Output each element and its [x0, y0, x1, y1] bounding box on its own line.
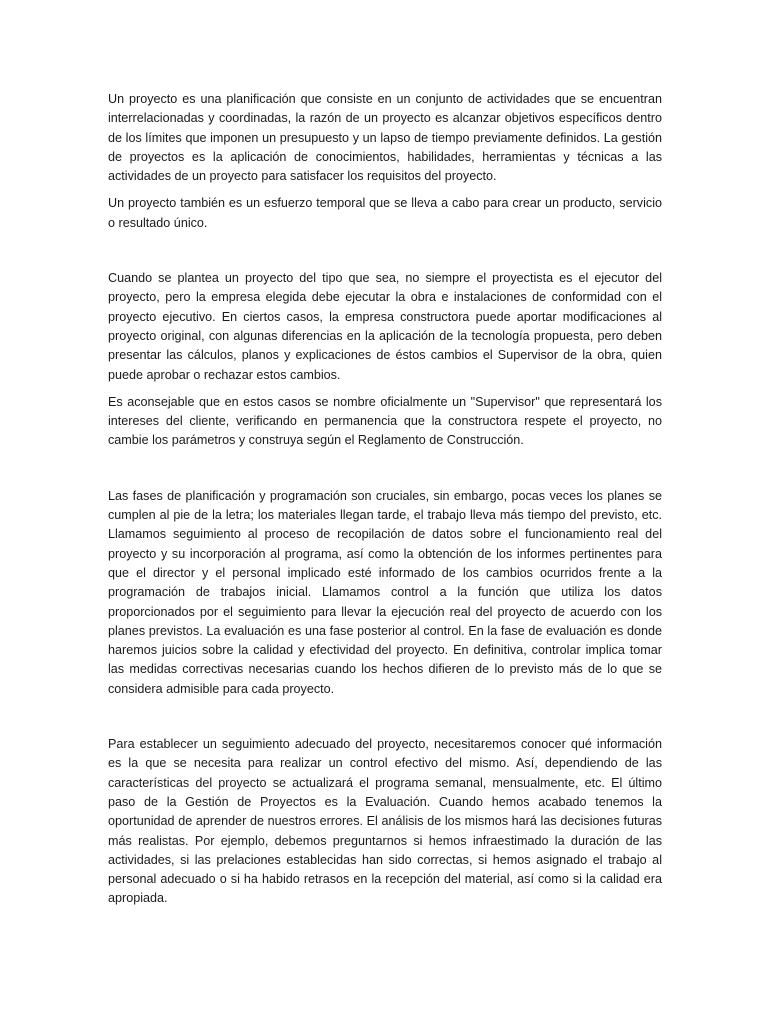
paragraph-4: Es aconsejable que en estos casos se nombre oficialmente un "Supervisor" que representará los intereses del cliente, verificando en permanencia que la constructora respete el proyecto, no cambie los parámetros y construya según el Reglamento de Construcción. — [108, 394, 662, 448]
paragraph-1: Un proyecto es una planificación que consiste en un conjunto de actividades que se encuentran interrelacionadas y coordinadas, la razón de un proyecto es alcanzar objetivos específicos dentro de los límites que imponen un presupuesto y un lapso de tiempo previamente definidos. La gestión de proyectos es la aplicación de conocimientos, habilidades, herramientas y técnicas a las actividades de un proyecto para satisfacer los requisitos del proyecto. — [108, 92, 662, 184]
paragraph-2: Un proyecto también es un esfuerzo temporal que se lleva a cabo para crear un producto, servicio o resultado único. — [108, 196, 662, 230]
paragraph-3: Cuando se plantea un proyecto del tipo que sea, no siempre el proyectista es el ejecutor del proyecto, pero la empresa elegida debe ejecutar la obra e instalaciones de conformidad con el proyecto ejecutivo. En ciertos casos, la empresa constructora puede aportar modificaciones al proyecto original, con algunas diferencias en la aplicación de la tecnología propuesta, pero deben presentar las cálculos, planos y explicaciones de éstos cambios el Supervisor de la obra, quien puede aprobar o rechazar estos cambios. — [108, 271, 662, 382]
paragraph-6: Para establecer un seguimiento adecuado del proyecto, necesitaremos conocer qué información es la que se necesita para realizar un control efectivo del mismo. Así, dependiendo de las características del proyecto se actualizará el programa semanal, mensualmente, etc. El último paso de la Gestión de Proyectos es la Evaluación. Cuando hemos acabado tenemos la oportunidad de aprender de nuestros errores. El análisis de los mismos hará las decisiones futuras más realistas. Por ejemplo, debemos preguntarnos si hemos infraestimado la duración de las actividades, si las prelaciones establecidas han sido correctas, si hemos asignado el trabajo al personal adecuado o si ha habido retrasos en la recepción del material, así como si la calidad era apropiada. — [108, 737, 662, 906]
paragraph-5: Las fases de planificación y programación son cruciales, sin embargo, pocas veces los planes se cumplen al pie de la letra; los materiales llegan tarde, el trabajo lleva más tiempo del previsto, etc. Llamamos seguimiento al proceso de recopilación de datos sobre el funcionamiento real del proyecto y su incorporación al programa, así como la obtención de los informes pertinentes para que el director y el personal implicado esté informado de los cambios ocurridos frente a la programación de trabajos inicial. Llamamos control a la función que utiliza los datos proporcionados por el seguimiento para llevar la ejecución real del proyecto de acuerdo con los planes previstos. La evaluación es una fase posterior al control. En la fase de evaluación es donde haremos juicios sobre la calidad y efectividad del proyecto. En definitiva, controlar implica tomar las medidas correctivas necesarias cuando los hechos difieren de lo previsto más de lo que se considera admisible para cada proyecto. — [108, 488, 662, 696]
document-page — [108, 90, 662, 909]
